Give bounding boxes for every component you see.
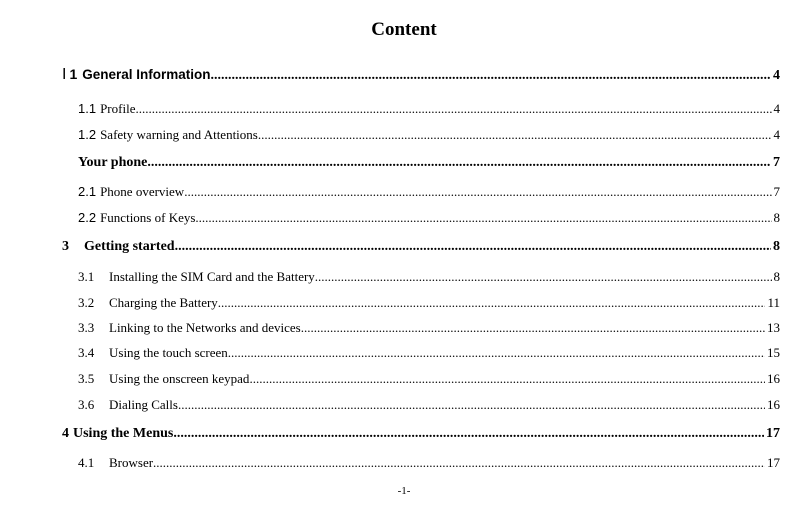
toc-entry-number: 4.1 — [78, 455, 95, 470]
toc-entry-label: Getting started — [84, 239, 175, 254]
toc-entry-general-information[interactable] — [62, 65, 780, 85]
toc-entry-label: Charging the Battery — [109, 295, 218, 310]
toc-entry-page: 8 — [773, 239, 780, 254]
toc-entry-label: Using the onscreen keypad — [109, 371, 250, 386]
toc-entry-label: Dialing Calls — [109, 397, 178, 412]
page-title: Content — [371, 19, 437, 40]
toc-entry-safety-warning[interactable] — [78, 126, 780, 144]
toc-entry-label: Installing the SIM Card and the Battery — [109, 269, 315, 284]
dot-leader — [147, 154, 771, 172]
toc-entry-label: Phone overview — [100, 184, 185, 199]
toc-entry-page: 17 — [767, 455, 780, 470]
toc-entry-label: Profile — [100, 101, 136, 116]
toc-entry-number: 3.3 — [78, 320, 95, 335]
toc-entry-installing-sim[interactable] — [78, 268, 780, 286]
toc-entry-number: 3.2 — [78, 295, 95, 310]
toc-entry-label: Linking to the Networks and devices — [109, 320, 301, 335]
toc-entry-label: Using the touch screen — [109, 345, 228, 360]
toc-entry-number: 1.1 — [78, 101, 97, 116]
toc-entry-number: 3.5 — [78, 371, 95, 386]
toc-entry-phone-overview[interactable] — [78, 183, 780, 201]
toc-entry-label: Browser — [109, 455, 154, 470]
toc-entry-number: 4 — [62, 426, 69, 441]
toc-entry-page: 13 — [767, 320, 780, 335]
toc-entry-dialing-calls[interactable] — [78, 396, 780, 414]
toc-entry-page: 16 — [767, 371, 780, 386]
toc-entry-charging-battery[interactable] — [78, 294, 780, 312]
toc-entry-number: 1 — [69, 66, 78, 82]
toc-entry-page: 4 — [773, 127, 780, 142]
toc-entry-page: 7 — [773, 155, 780, 170]
toc-entry-using-menus[interactable] — [62, 425, 780, 443]
dot-leader — [315, 268, 772, 286]
toc-entry-linking-networks[interactable] — [78, 319, 780, 337]
toc-entry-your-phone[interactable] — [78, 154, 780, 172]
roman-numeral-marker: Ⅰ — [62, 65, 67, 83]
dot-leader — [153, 454, 765, 472]
toc-entry-label: General Information — [82, 67, 211, 82]
toc-entry-getting-started[interactable] — [62, 238, 780, 256]
dot-leader — [135, 100, 771, 118]
toc-entry-number: 1.2 — [78, 127, 97, 142]
toc-entry-page: 7 — [773, 184, 780, 199]
dot-leader — [175, 238, 771, 256]
dot-leader — [258, 126, 772, 144]
toc-entry-label: Using the Menus — [73, 426, 174, 441]
dot-leader — [218, 294, 766, 312]
toc-entry-touch-screen[interactable] — [78, 344, 780, 362]
toc-entry-page: 11 — [767, 295, 780, 310]
toc-entry-page: 16 — [767, 397, 780, 412]
toc-entry-number: 3.6 — [78, 397, 95, 412]
toc-entry-number: 3 — [62, 239, 69, 254]
dot-leader — [173, 425, 764, 443]
dot-leader — [211, 67, 771, 85]
toc-entry-page: 8 — [773, 210, 780, 225]
toc-entry-profile[interactable] — [78, 100, 780, 118]
dot-leader — [195, 209, 771, 227]
toc-entry-page: 4 — [773, 101, 780, 116]
toc-entry-page: 17 — [766, 426, 780, 441]
toc-entry-onscreen-keypad[interactable] — [78, 370, 780, 388]
page-number-footer: -1- — [397, 485, 411, 497]
toc-entry-functions-of-keys[interactable] — [78, 209, 780, 227]
dot-leader — [184, 183, 771, 201]
toc-entry-page: 8 — [773, 269, 780, 284]
toc-entry-browser[interactable] — [78, 454, 780, 472]
dot-leader — [178, 396, 765, 414]
toc-entry-label: Functions of Keys — [100, 210, 196, 225]
dot-leader — [301, 319, 765, 337]
toc-entry-number: 2.1 — [78, 184, 97, 199]
toc-entry-page: 4 — [773, 68, 780, 83]
dot-leader — [228, 344, 765, 362]
dot-leader — [249, 370, 765, 388]
toc-entry-label: Your phone — [78, 155, 148, 170]
toc-entry-number: 3.4 — [78, 345, 95, 360]
toc-entry-number: 3.1 — [78, 269, 95, 284]
toc-entry-number: 2.2 — [78, 210, 97, 225]
toc-entry-page: 15 — [767, 345, 780, 360]
toc-entry-label: Safety warning and Attentions — [100, 127, 258, 142]
